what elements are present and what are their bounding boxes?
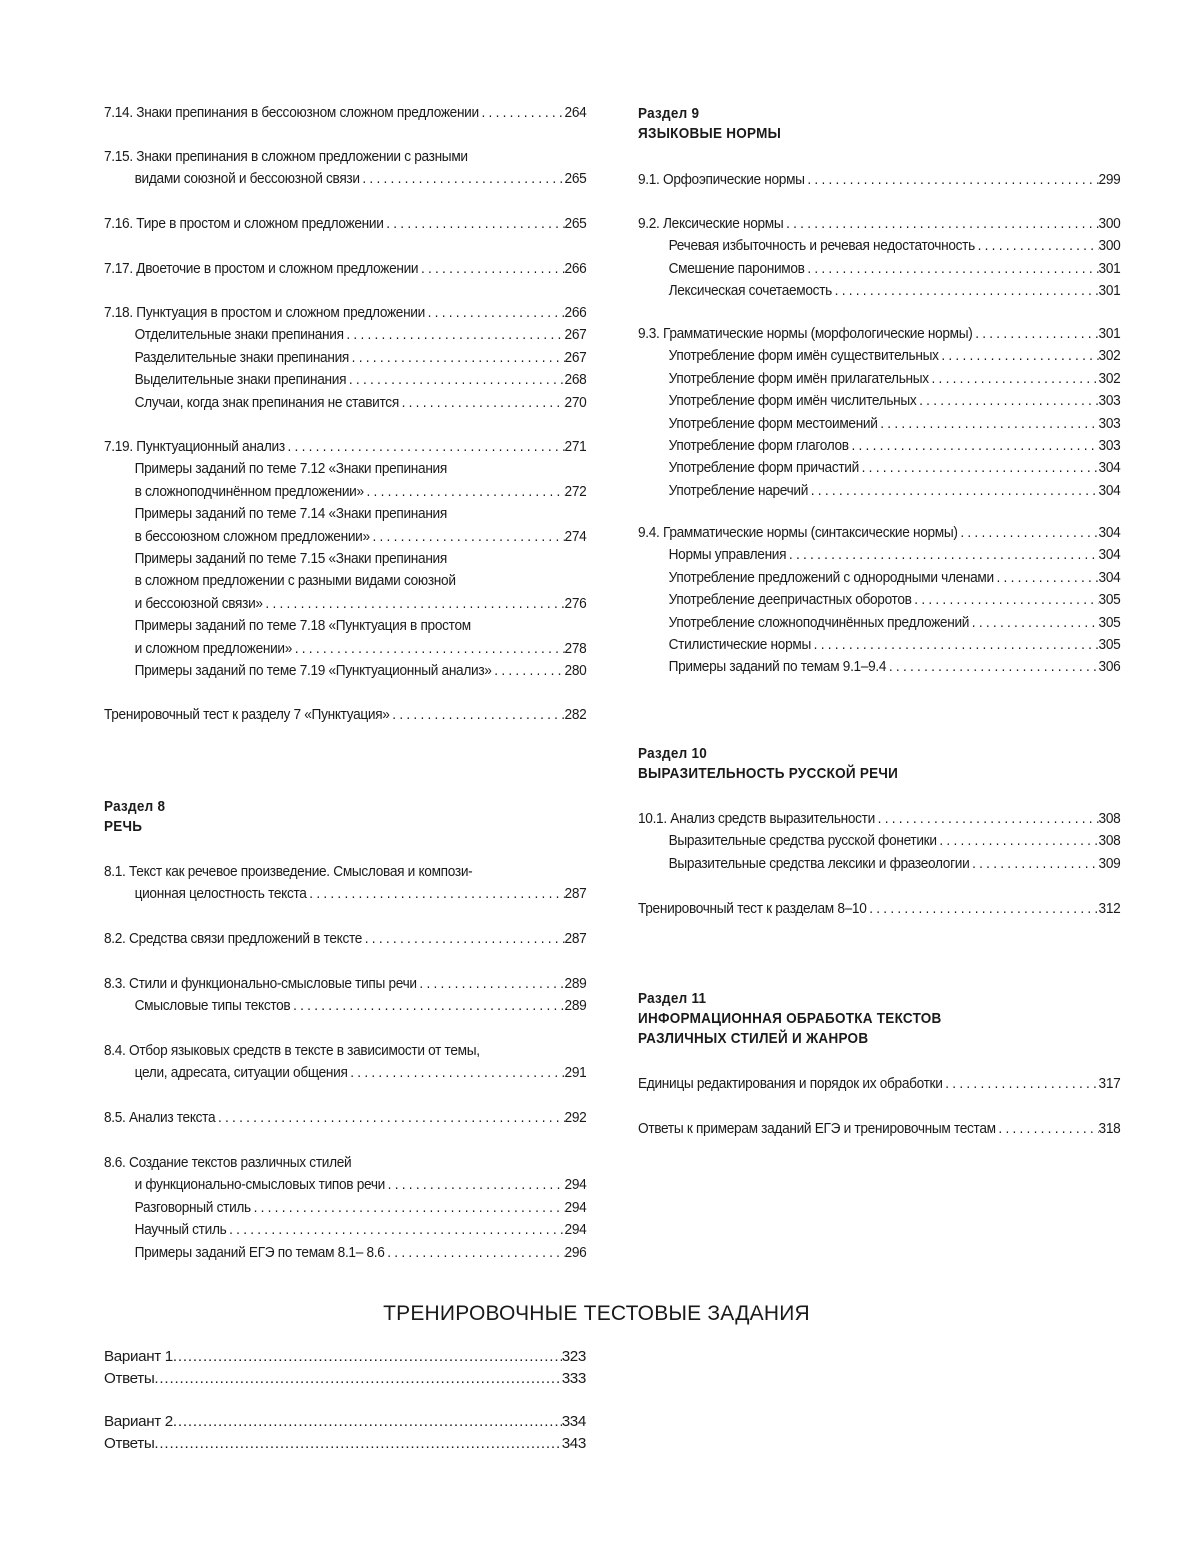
- page-number: 292: [564, 1109, 587, 1126]
- dot-leader: [346, 369, 564, 391]
- toc-subentry[interactable]: [638, 830, 1120, 852]
- entry-title: 9.4. Грамматические нормы (синтаксические нормы): [638, 524, 958, 541]
- entry-title-cont: и функционально-смысловых типов речи: [134, 1176, 385, 1194]
- toc-subentry[interactable]: [104, 324, 586, 346]
- toc-entry-7-16[interactable]: [104, 213, 586, 235]
- dot-leader: [783, 213, 1098, 235]
- page-number: 309: [1098, 854, 1121, 872]
- subentry-title: Речевая избыточность и речевая недостаточность: [668, 237, 975, 255]
- page-number: 294: [564, 1176, 587, 1194]
- subentry-title: Примеры заданий ЕГЭ по темам 8.1– 8.6: [134, 1243, 385, 1261]
- dot-leader: [290, 995, 564, 1017]
- page-number: 301: [1098, 259, 1121, 277]
- entry-title: Единицы редактирования и порядок их обработки: [638, 1075, 943, 1092]
- page-number: 334: [561, 1413, 586, 1430]
- subentry-title: Выразительные средства русской фонетики: [668, 832, 937, 850]
- subentry-title: Употребление форм местоимений: [668, 414, 878, 432]
- toc-subentry[interactable]: [638, 258, 1120, 280]
- subentry-title: Отделительные знаки препинания: [134, 326, 344, 344]
- page-number: 280: [564, 661, 587, 679]
- subentry-title: Употребление форм имён существительных: [668, 347, 939, 365]
- section-title: ВЫРАЗИТЕЛЬНОСТЬ РУССКОЙ РЕЧИ: [638, 765, 899, 782]
- toc-subentry[interactable]: [638, 612, 1120, 634]
- page-number: 304: [1098, 524, 1121, 541]
- page-number: 317: [1098, 1075, 1121, 1092]
- dot-leader: [251, 1197, 565, 1219]
- toc-subentry[interactable]: [104, 481, 586, 503]
- toc-entry-variant-1-answers[interactable]: [104, 1370, 586, 1392]
- page-number: 265: [564, 170, 587, 188]
- dot-leader: [348, 1062, 565, 1084]
- entry-title-cont: видами союзной и бессоюзной связи: [134, 170, 360, 188]
- page-number: 294: [564, 1198, 587, 1216]
- variant-1-block: [104, 1348, 586, 1393]
- page-number: 303: [1098, 414, 1121, 432]
- dot-leader: [972, 323, 1098, 345]
- subentry-title: Нормы управления: [668, 546, 787, 564]
- dot-leader: [385, 1174, 565, 1196]
- dot-leader: [173, 1348, 562, 1365]
- entry-title: 7.14. Знаки препинания в бессоюзном сложном предложении: [104, 104, 479, 121]
- section-label: Раздел 10: [638, 745, 708, 762]
- subentry-title: Разделительные знаки препинания: [134, 348, 349, 366]
- page-number: 264: [564, 104, 587, 121]
- page-number: 296: [564, 1243, 587, 1261]
- subentry-title: Употребление сложноподчинённых предложений: [668, 613, 970, 631]
- toc-entry-edit-units[interactable]: [638, 1073, 1120, 1095]
- subentry-title: Примеры заданий по теме 7.15 «Знаки препинания: [134, 549, 447, 567]
- toc-entry-7-14[interactable]: [104, 102, 586, 124]
- page-number: 305: [1098, 591, 1121, 609]
- page-number: 270: [564, 393, 587, 411]
- subentry-title: Случаи, когда знак препинания не ставится: [134, 393, 399, 411]
- toc-subentry[interactable]: [104, 369, 586, 391]
- section-title: РЕЧЬ: [104, 818, 143, 835]
- subentry-title: Лексическая сочетаемость: [668, 282, 832, 300]
- page-number: 343: [561, 1435, 586, 1453]
- subentry-title: Примеры заданий по теме 7.18 «Пунктуация в простом: [134, 617, 471, 635]
- dot-leader: [370, 526, 565, 548]
- toc-entry-8-4[interactable]: [104, 1040, 586, 1085]
- dot-leader: [867, 898, 1099, 920]
- toc-entry-8-2[interactable]: [104, 928, 586, 950]
- subentry-title: Употребление предложений с однородными членами: [668, 568, 994, 586]
- entry-title: 8.5. Анализ текста: [104, 1109, 216, 1126]
- entry-title: 9.1. Орфоэпические нормы: [638, 171, 805, 188]
- dot-leader: [418, 258, 564, 280]
- section-title: ЯЗЫКОВЫЕ НОРМЫ: [638, 125, 782, 142]
- toc-subentry[interactable]: [104, 638, 586, 660]
- page-number: 300: [1098, 237, 1121, 255]
- toc-entry-10-1[interactable]: [638, 808, 1120, 875]
- page-number: 294: [564, 1221, 587, 1239]
- toc-entry-7-18[interactable]: [104, 302, 586, 414]
- toc-subentry[interactable]: [638, 656, 1120, 678]
- page-number: 304: [1098, 568, 1121, 586]
- toc-subentry[interactable]: [638, 435, 1120, 457]
- dot-leader: [360, 168, 565, 190]
- entry-title: 7.15. Знаки препинания в сложном предложении с разными: [104, 148, 468, 165]
- page-number: 301: [1098, 282, 1121, 300]
- toc-entry-7-17[interactable]: [104, 258, 586, 280]
- page-number: 271: [564, 438, 587, 455]
- subentry-title-cont: в сложном предложении с разными видами союзной: [134, 572, 456, 590]
- dot-leader: [307, 883, 565, 905]
- toc-subentry[interactable]: [104, 1197, 586, 1219]
- variant-2-block: [104, 1413, 586, 1458]
- dot-leader: [969, 612, 1098, 634]
- toc-subentry[interactable]: [104, 593, 586, 615]
- entry-title: Вариант 2: [104, 1413, 173, 1430]
- toc-subentry[interactable]: [638, 413, 1120, 435]
- dot-leader: [878, 413, 1099, 435]
- toc-subentry[interactable]: [104, 1242, 586, 1264]
- subentry-title: Употребление деепричастных оборотов: [668, 591, 912, 609]
- dot-leader: [937, 830, 1099, 852]
- page-number: 282: [564, 706, 587, 723]
- entry-title: 8.2. Средства связи предложений в тексте: [104, 930, 363, 947]
- page-number: 303: [1098, 392, 1121, 410]
- toc-entry-8-6[interactable]: [104, 1152, 586, 1264]
- toc-subentry[interactable]: [638, 235, 1120, 257]
- entry-title: 8.3. Стили и функционально-смысловые типы речи: [104, 975, 417, 992]
- section-label: Раздел 11: [638, 990, 707, 1007]
- toc-subentry[interactable]: [638, 544, 1120, 566]
- section-10-heading: [638, 744, 898, 784]
- page-number: 266: [564, 304, 587, 321]
- entry-title: 9.2. Лексические нормы: [638, 215, 784, 232]
- dot-leader: [425, 302, 565, 324]
- page-number: 274: [564, 527, 587, 545]
- toc-subentry[interactable]: [638, 280, 1120, 302]
- toc-subentry[interactable]: [104, 995, 586, 1017]
- page-number: 267: [564, 348, 587, 366]
- dot-leader: [886, 656, 1098, 678]
- toc-subentry[interactable]: [638, 853, 1120, 875]
- entry-title: 7.18. Пунктуация в простом и сложном предложении: [104, 304, 425, 321]
- entry-title: 8.4. Отбор языковых средств в тексте в зависимости от темы,: [104, 1042, 480, 1059]
- page-number: 312: [1098, 900, 1121, 917]
- page-number: 304: [1098, 481, 1121, 499]
- dot-leader: [154, 1435, 561, 1452]
- toc-subentry[interactable]: [638, 634, 1120, 656]
- dot-leader: [173, 1413, 562, 1430]
- entry-title: 8.6. Создание текстов различных стилей: [104, 1154, 352, 1171]
- toc-entry-9-1[interactable]: [638, 169, 1120, 191]
- page-number: 299: [1098, 171, 1121, 188]
- dot-leader: [263, 593, 565, 615]
- subentry-title: Выделительные знаки препинания: [134, 371, 347, 389]
- page-number: 333: [561, 1370, 586, 1388]
- dot-leader: [805, 169, 1099, 191]
- dot-leader: [969, 853, 1098, 875]
- toc-subentry[interactable]: [638, 345, 1120, 367]
- dot-leader: [808, 480, 1098, 502]
- tests-heading: ТРЕНИРОВОЧНЫЕ ТЕСТОВЫЕ ЗАДАНИЯ: [383, 1302, 810, 1325]
- dot-leader: [154, 1370, 561, 1387]
- subentry-title-cont: и сложном предложении»: [134, 639, 293, 657]
- section-8-heading: [104, 797, 165, 837]
- subentry-title: Примеры заданий по темам 9.1–9.4: [668, 658, 887, 676]
- toc-subentry[interactable]: [638, 390, 1120, 412]
- toc-subentry[interactable]: [104, 347, 586, 369]
- toc-entry-9-2[interactable]: [638, 213, 1120, 303]
- page-number: 291: [564, 1064, 587, 1082]
- toc-subentry[interactable]: [104, 526, 586, 548]
- page-number: 303: [1098, 436, 1121, 454]
- toc-entry-9-4[interactable]: [638, 522, 1120, 679]
- toc-entry-8-1[interactable]: [104, 861, 586, 906]
- dot-leader: [912, 589, 1099, 611]
- page-number: 268: [564, 371, 587, 389]
- entry-title: 10.1. Анализ средств выразительности: [638, 810, 875, 827]
- toc-subentry[interactable]: [104, 660, 586, 682]
- dot-leader: [958, 522, 1099, 544]
- dot-leader: [811, 634, 1099, 656]
- page-number: 302: [1098, 347, 1121, 365]
- entry-title: Ответы к примерам заданий ЕГЭ и тренировочным тестам: [638, 1120, 996, 1137]
- dot-leader: [399, 392, 565, 414]
- subentry-title: Употребление форм имён числительных: [668, 392, 917, 410]
- toc-subentry[interactable]: [638, 589, 1120, 611]
- dot-leader: [492, 660, 565, 682]
- dot-leader: [390, 704, 565, 726]
- section-title: ИНФОРМАЦИОННАЯ ОБРАБОТКА ТЕКСТОВ: [638, 1010, 942, 1027]
- dot-leader: [344, 324, 565, 346]
- section-9-heading: [638, 104, 781, 144]
- dot-leader: [362, 928, 564, 950]
- section-11-heading: [638, 989, 942, 1049]
- dot-leader: [943, 1073, 1099, 1095]
- dot-leader: [417, 973, 565, 995]
- section-label: Раздел 8: [104, 798, 166, 815]
- toc-entry-8-3[interactable]: [104, 973, 586, 1018]
- subentry-title: Разговорный стиль: [134, 1198, 251, 1216]
- dot-leader: [849, 435, 1099, 457]
- page-number: 305: [1098, 635, 1121, 653]
- page-number: 302: [1098, 369, 1121, 387]
- toc-entry-test-8-10[interactable]: [638, 898, 1120, 920]
- page-number: 289: [564, 997, 587, 1015]
- page-number: 305: [1098, 613, 1121, 631]
- page-number: 276: [564, 594, 587, 612]
- subentry-title: Употребление форм имён прилагательных: [668, 369, 929, 387]
- dot-leader: [975, 235, 1099, 257]
- page-number: 323: [561, 1348, 586, 1365]
- subentry-title: Примеры заданий по теме 7.19 «Пунктуационный анализ»: [134, 661, 492, 679]
- subentry-title-cont: и бессоюзной связи»: [134, 594, 263, 612]
- page-number: 267: [564, 326, 587, 344]
- dot-leader: [859, 457, 1099, 479]
- toc-entry-7-15[interactable]: [104, 146, 586, 191]
- dot-leader: [805, 258, 1099, 280]
- dot-leader: [479, 102, 565, 124]
- subentry-title-cont: в бессоюзном сложном предложении»: [134, 527, 370, 545]
- subentry-title: Смешение паронимов: [668, 259, 805, 277]
- entry-title: Вариант 1: [104, 1348, 173, 1365]
- page-number: 265: [564, 215, 587, 232]
- page-number: 278: [564, 639, 587, 657]
- page-number: 304: [1098, 459, 1121, 477]
- dot-leader: [875, 808, 1099, 830]
- entry-title: 7.17. Двоеточие в простом и сложном предложении: [104, 260, 419, 277]
- page-number: 287: [564, 885, 587, 903]
- dot-leader: [994, 567, 1099, 589]
- entry-title: 9.3. Грамматические нормы (морфологические нормы): [638, 325, 973, 342]
- dot-leader: [384, 213, 565, 235]
- section-label: Раздел 9: [638, 105, 700, 122]
- subentry-title: Выразительные средства лексики и фразеологии: [668, 854, 970, 872]
- toc-subentry[interactable]: [104, 392, 586, 414]
- subentry-title: Употребление наречий: [668, 481, 809, 499]
- page-number: 304: [1098, 546, 1121, 564]
- entry-title-cont: цели, адресата, ситуации общения: [134, 1064, 348, 1082]
- dot-leader: [285, 436, 565, 458]
- subentry-title: Употребление форм причастий: [668, 459, 859, 477]
- toc-subentry[interactable]: [104, 1219, 586, 1241]
- entry-title: Ответы: [104, 1435, 155, 1453]
- dot-leader: [832, 280, 1099, 302]
- toc-entry-9-3[interactable]: [638, 323, 1120, 502]
- subentry-title: Примеры заданий по теме 7.12 «Знаки препинания: [134, 460, 447, 478]
- entry-title: Тренировочный тест к разделу 7 «Пунктуация»: [104, 706, 390, 723]
- dot-leader: [215, 1107, 564, 1129]
- page-number: 308: [1098, 810, 1121, 827]
- toc-subentry[interactable]: [638, 368, 1120, 390]
- page-number: 266: [564, 260, 587, 277]
- page-number: 289: [564, 975, 587, 992]
- page-number: 308: [1098, 832, 1121, 850]
- toc-subentry[interactable]: [638, 567, 1120, 589]
- toc-entry-variant-1[interactable]: [104, 1348, 586, 1370]
- dot-leader: [226, 1219, 564, 1241]
- entry-title-cont: ционная целостность текста: [134, 885, 307, 903]
- toc-entry-answers[interactable]: [638, 1118, 1120, 1140]
- entry-title: Ответы: [104, 1370, 155, 1388]
- page-number: 306: [1098, 658, 1121, 676]
- page-number: 272: [564, 482, 587, 500]
- toc-subentry[interactable]: [638, 480, 1120, 502]
- dot-leader: [364, 481, 565, 503]
- entry-title: Тренировочный тест к разделам 8–10: [638, 900, 867, 917]
- dot-leader: [916, 390, 1098, 412]
- toc-entry-test-7[interactable]: [104, 704, 586, 726]
- dot-leader: [786, 544, 1098, 566]
- page-number: 287: [564, 930, 587, 947]
- subentry-title: Научный стиль: [134, 1221, 227, 1239]
- dot-leader: [996, 1118, 1099, 1140]
- toc-entry-variant-2-answers[interactable]: [104, 1435, 586, 1457]
- toc-entry-variant-2[interactable]: [104, 1413, 586, 1435]
- toc-entry-7-19[interactable]: [104, 436, 586, 682]
- page-number: 300: [1098, 215, 1121, 232]
- dot-leader: [929, 368, 1099, 390]
- toc-subentry[interactable]: [638, 457, 1120, 479]
- page-number: 301: [1098, 325, 1121, 342]
- entry-title: 7.16. Тире в простом и сложном предложении: [104, 215, 384, 232]
- subentry-title: Смысловые типы текстов: [134, 997, 291, 1015]
- toc-entry-8-5[interactable]: [104, 1107, 586, 1129]
- dot-leader: [292, 638, 565, 660]
- dot-leader: [349, 347, 565, 369]
- entry-title: 7.19. Пунктуационный анализ: [104, 438, 285, 455]
- subentry-title-cont: в сложноподчинённом предложении»: [134, 482, 364, 500]
- dot-leader: [939, 345, 1099, 367]
- page-number: 318: [1098, 1120, 1121, 1137]
- subentry-title: Примеры заданий по теме 7.14 «Знаки препинания: [134, 505, 447, 523]
- section-title-cont: РАЗЛИЧНЫХ СТИЛЕЙ И ЖАНРОВ: [638, 1030, 869, 1047]
- subentry-title: Стилистические нормы: [668, 635, 811, 653]
- subentry-title: Употребление форм глаголов: [668, 436, 849, 454]
- dot-leader: [385, 1242, 565, 1264]
- entry-title: 8.1. Текст как речевое произведение. Смысловая и компози-: [104, 863, 473, 880]
